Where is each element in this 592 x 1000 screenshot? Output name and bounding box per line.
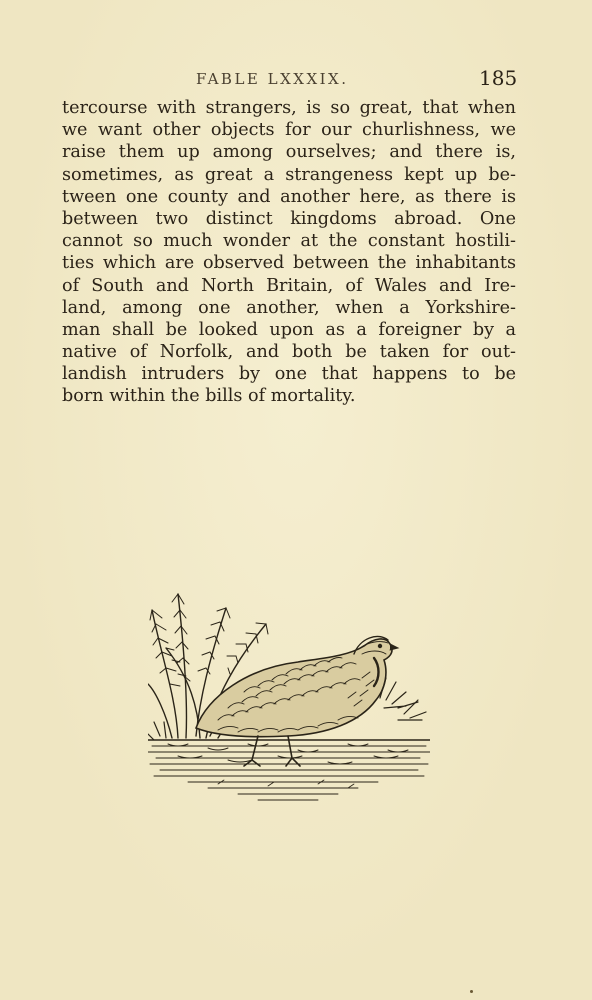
paper-speck — [470, 990, 473, 993]
text-line: man shall be looked upon as a foreigner by a — [62, 319, 516, 340]
text-line: cannot so much wonder at the constant hostili- — [62, 231, 516, 252]
text-line: born within the bills of mortality. — [62, 386, 356, 407]
quail-woodcut-illustration — [148, 588, 430, 810]
body-text — [62, 97, 516, 408]
text-line: sometimes, as great a strangeness kept up be- — [62, 164, 516, 185]
running-title: FABLE LXXXIX. — [196, 70, 349, 88]
ground-hatching — [148, 740, 430, 800]
text-line: of South and North Britain, of Wales and Ire- — [62, 275, 516, 296]
text-line: ties which are observed between the inhabitants — [62, 253, 516, 274]
text-line: landish intruders by one that happens to be — [62, 364, 516, 385]
text-line: we want other objects for our churlishness, we — [62, 120, 516, 141]
running-head — [0, 66, 592, 96]
text-line: between two distinct kingdoms abroad. One — [62, 208, 516, 229]
text-line: raise them up among ourselves; and there is, — [62, 142, 516, 163]
text-line: native of Norfolk, and both be taken for out- — [62, 342, 516, 363]
page-number: 185 — [479, 66, 518, 90]
text-line: tween one county and another here, as there is — [62, 186, 516, 207]
quail-body — [196, 636, 398, 736]
text-line: land, among one another, when a Yorkshire- — [62, 297, 516, 318]
text-line: tercourse with strangers, is so great, that when — [62, 98, 516, 118]
